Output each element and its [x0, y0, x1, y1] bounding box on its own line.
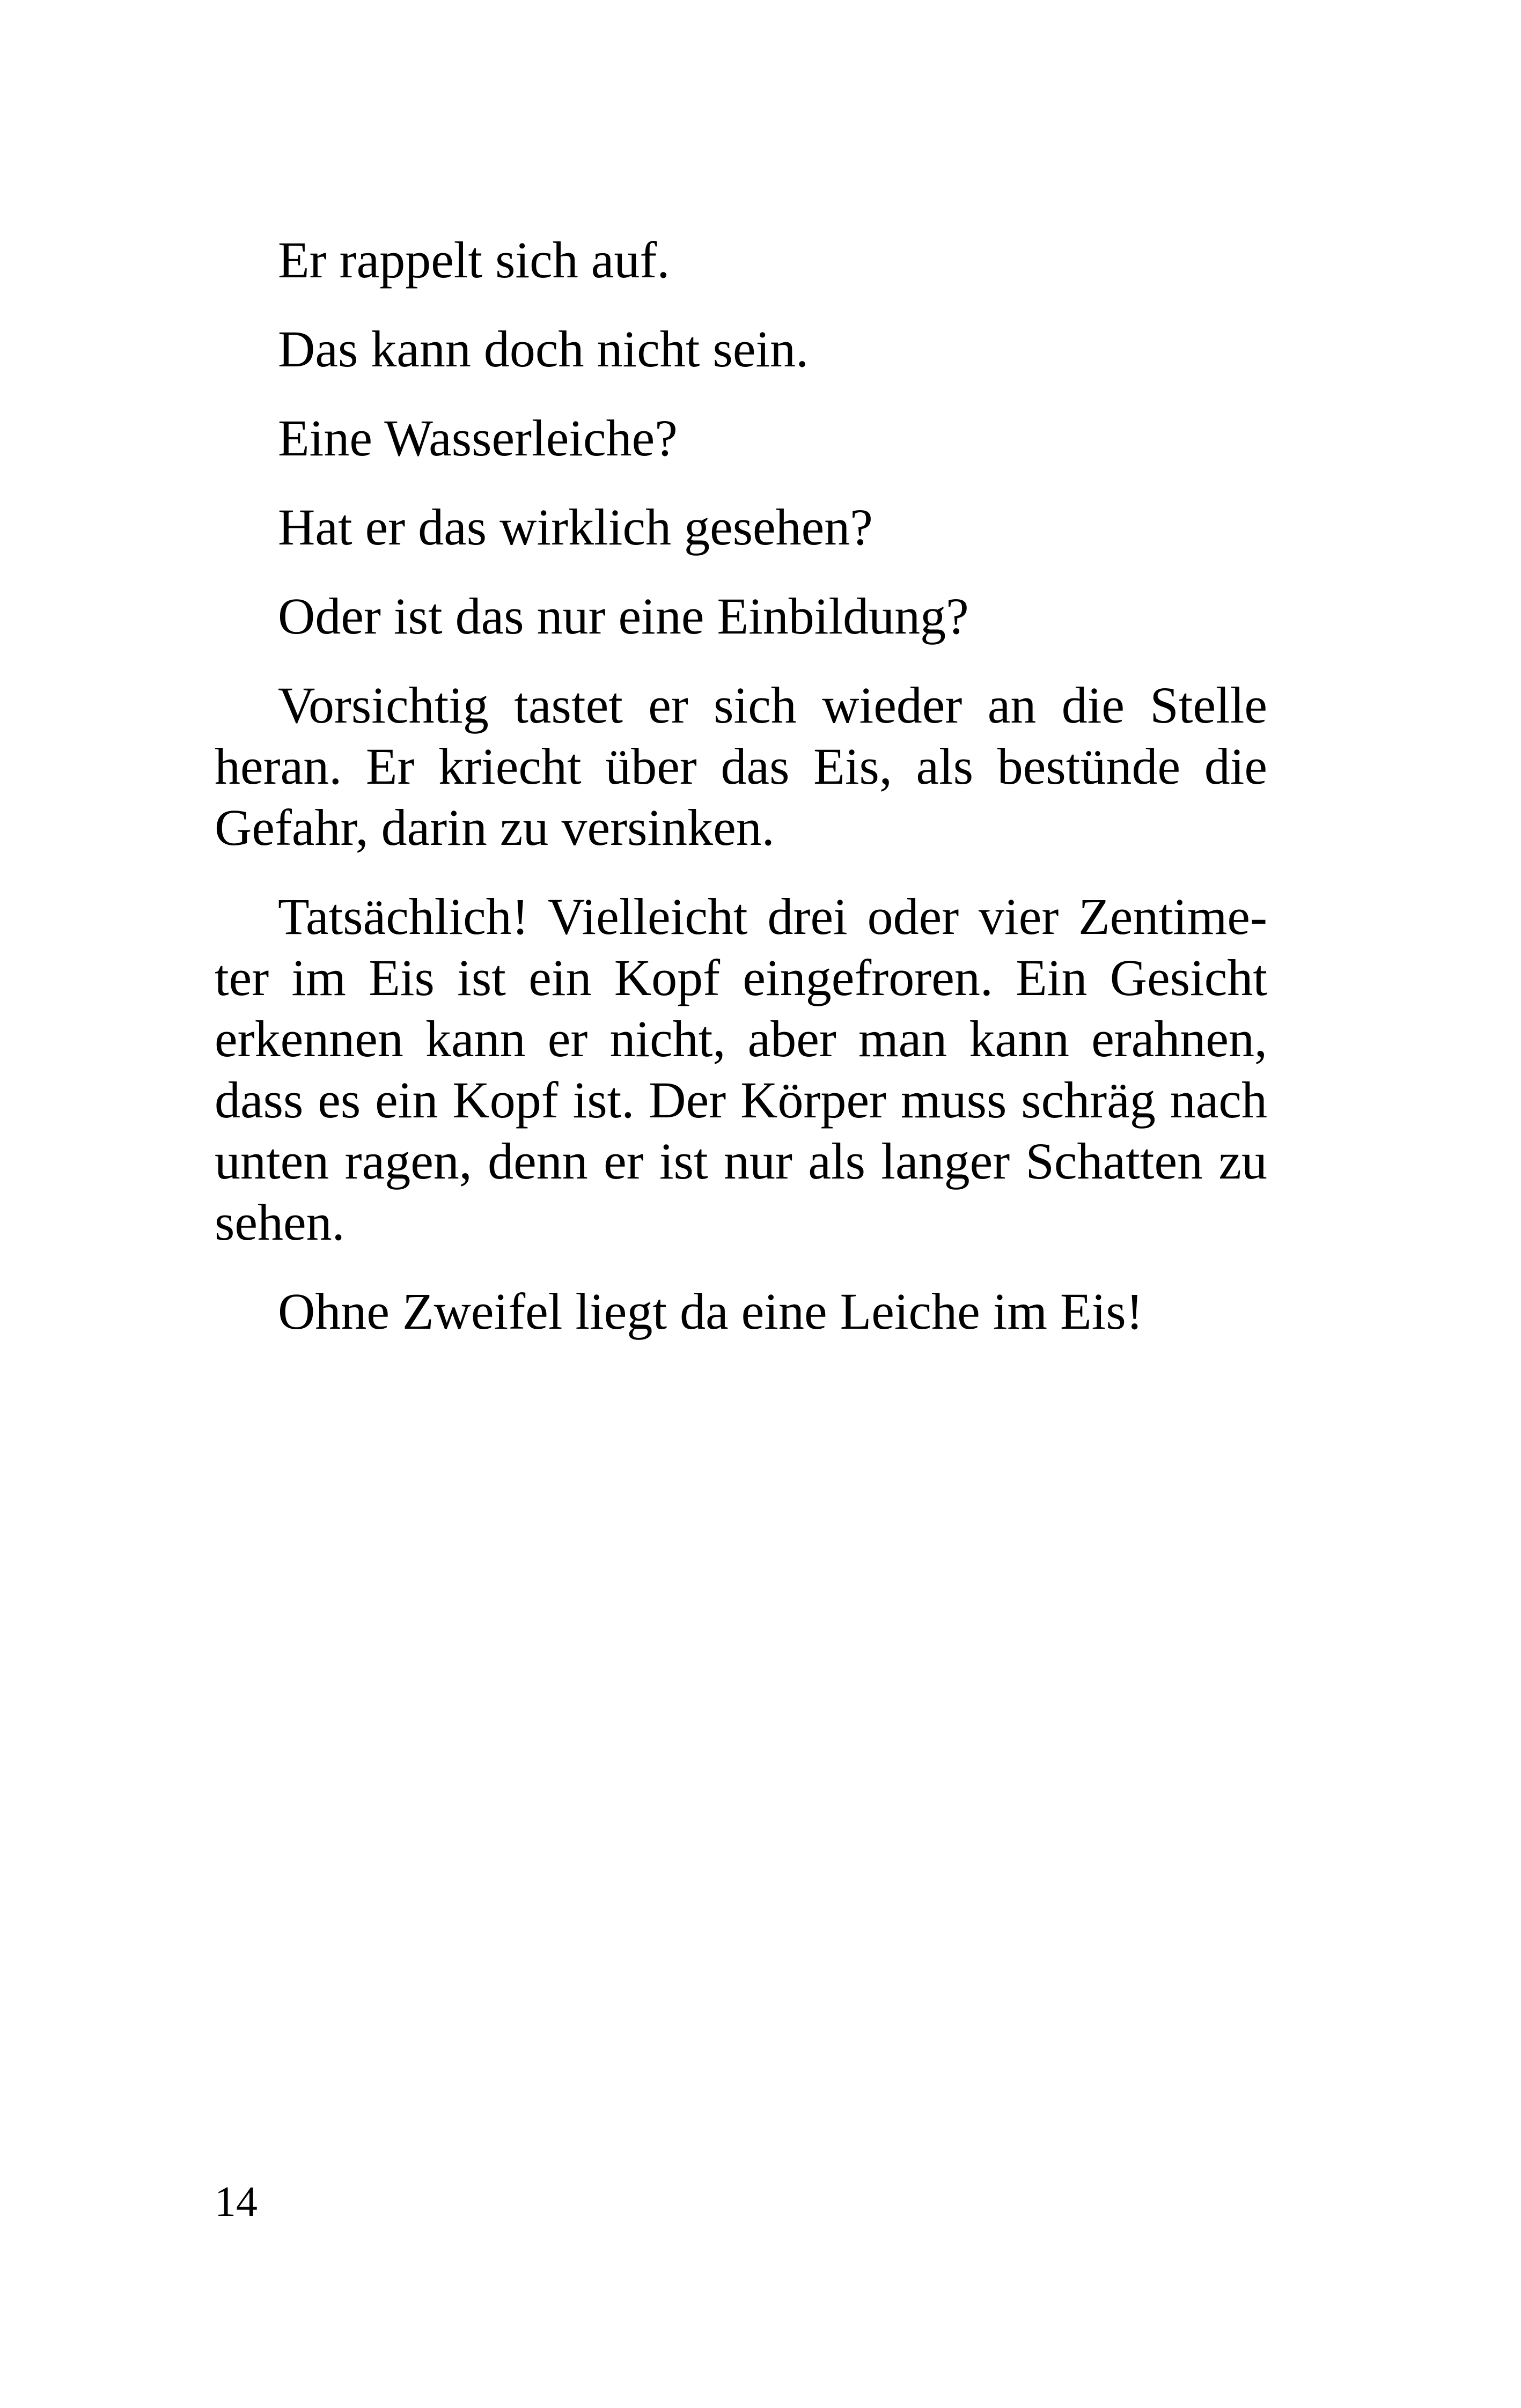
- body-text: [215, 230, 1267, 1370]
- page-number: 14: [215, 2178, 258, 2226]
- paragraph: Er rappelt sich auf.: [278, 231, 670, 289]
- paragraph: Ohne Zweifel liegt da eine Leiche im Eis!: [278, 1283, 1143, 1340]
- paragraph: Eine Wasserleiche?: [278, 409, 678, 467]
- paragraph: Oder ist das nur eine Einbildung?: [278, 587, 969, 645]
- paragraph: Vorsichtig tastet er sich wieder an die Stelle heran. Er kriecht über das Eis, als bestünde die Gefahr, darin zu versinken.: [215, 676, 1267, 856]
- paragraph: Das kann doch nicht sein.: [278, 320, 809, 378]
- paragraph: Hat er das wirklich gesehen?: [278, 498, 873, 556]
- paragraph: Tatsächlich! Vielleicht drei oder vier Zentimeter im Eis ist ein Kopf eingefroren. Ein Gesicht erkennen kann er nicht, aber man kann erahnen, dass es ein Kopf ist. Der Körper muss schräg nach unten ragen, denn er ist nur als langer Schatten zu sehen.: [215, 888, 1267, 1251]
